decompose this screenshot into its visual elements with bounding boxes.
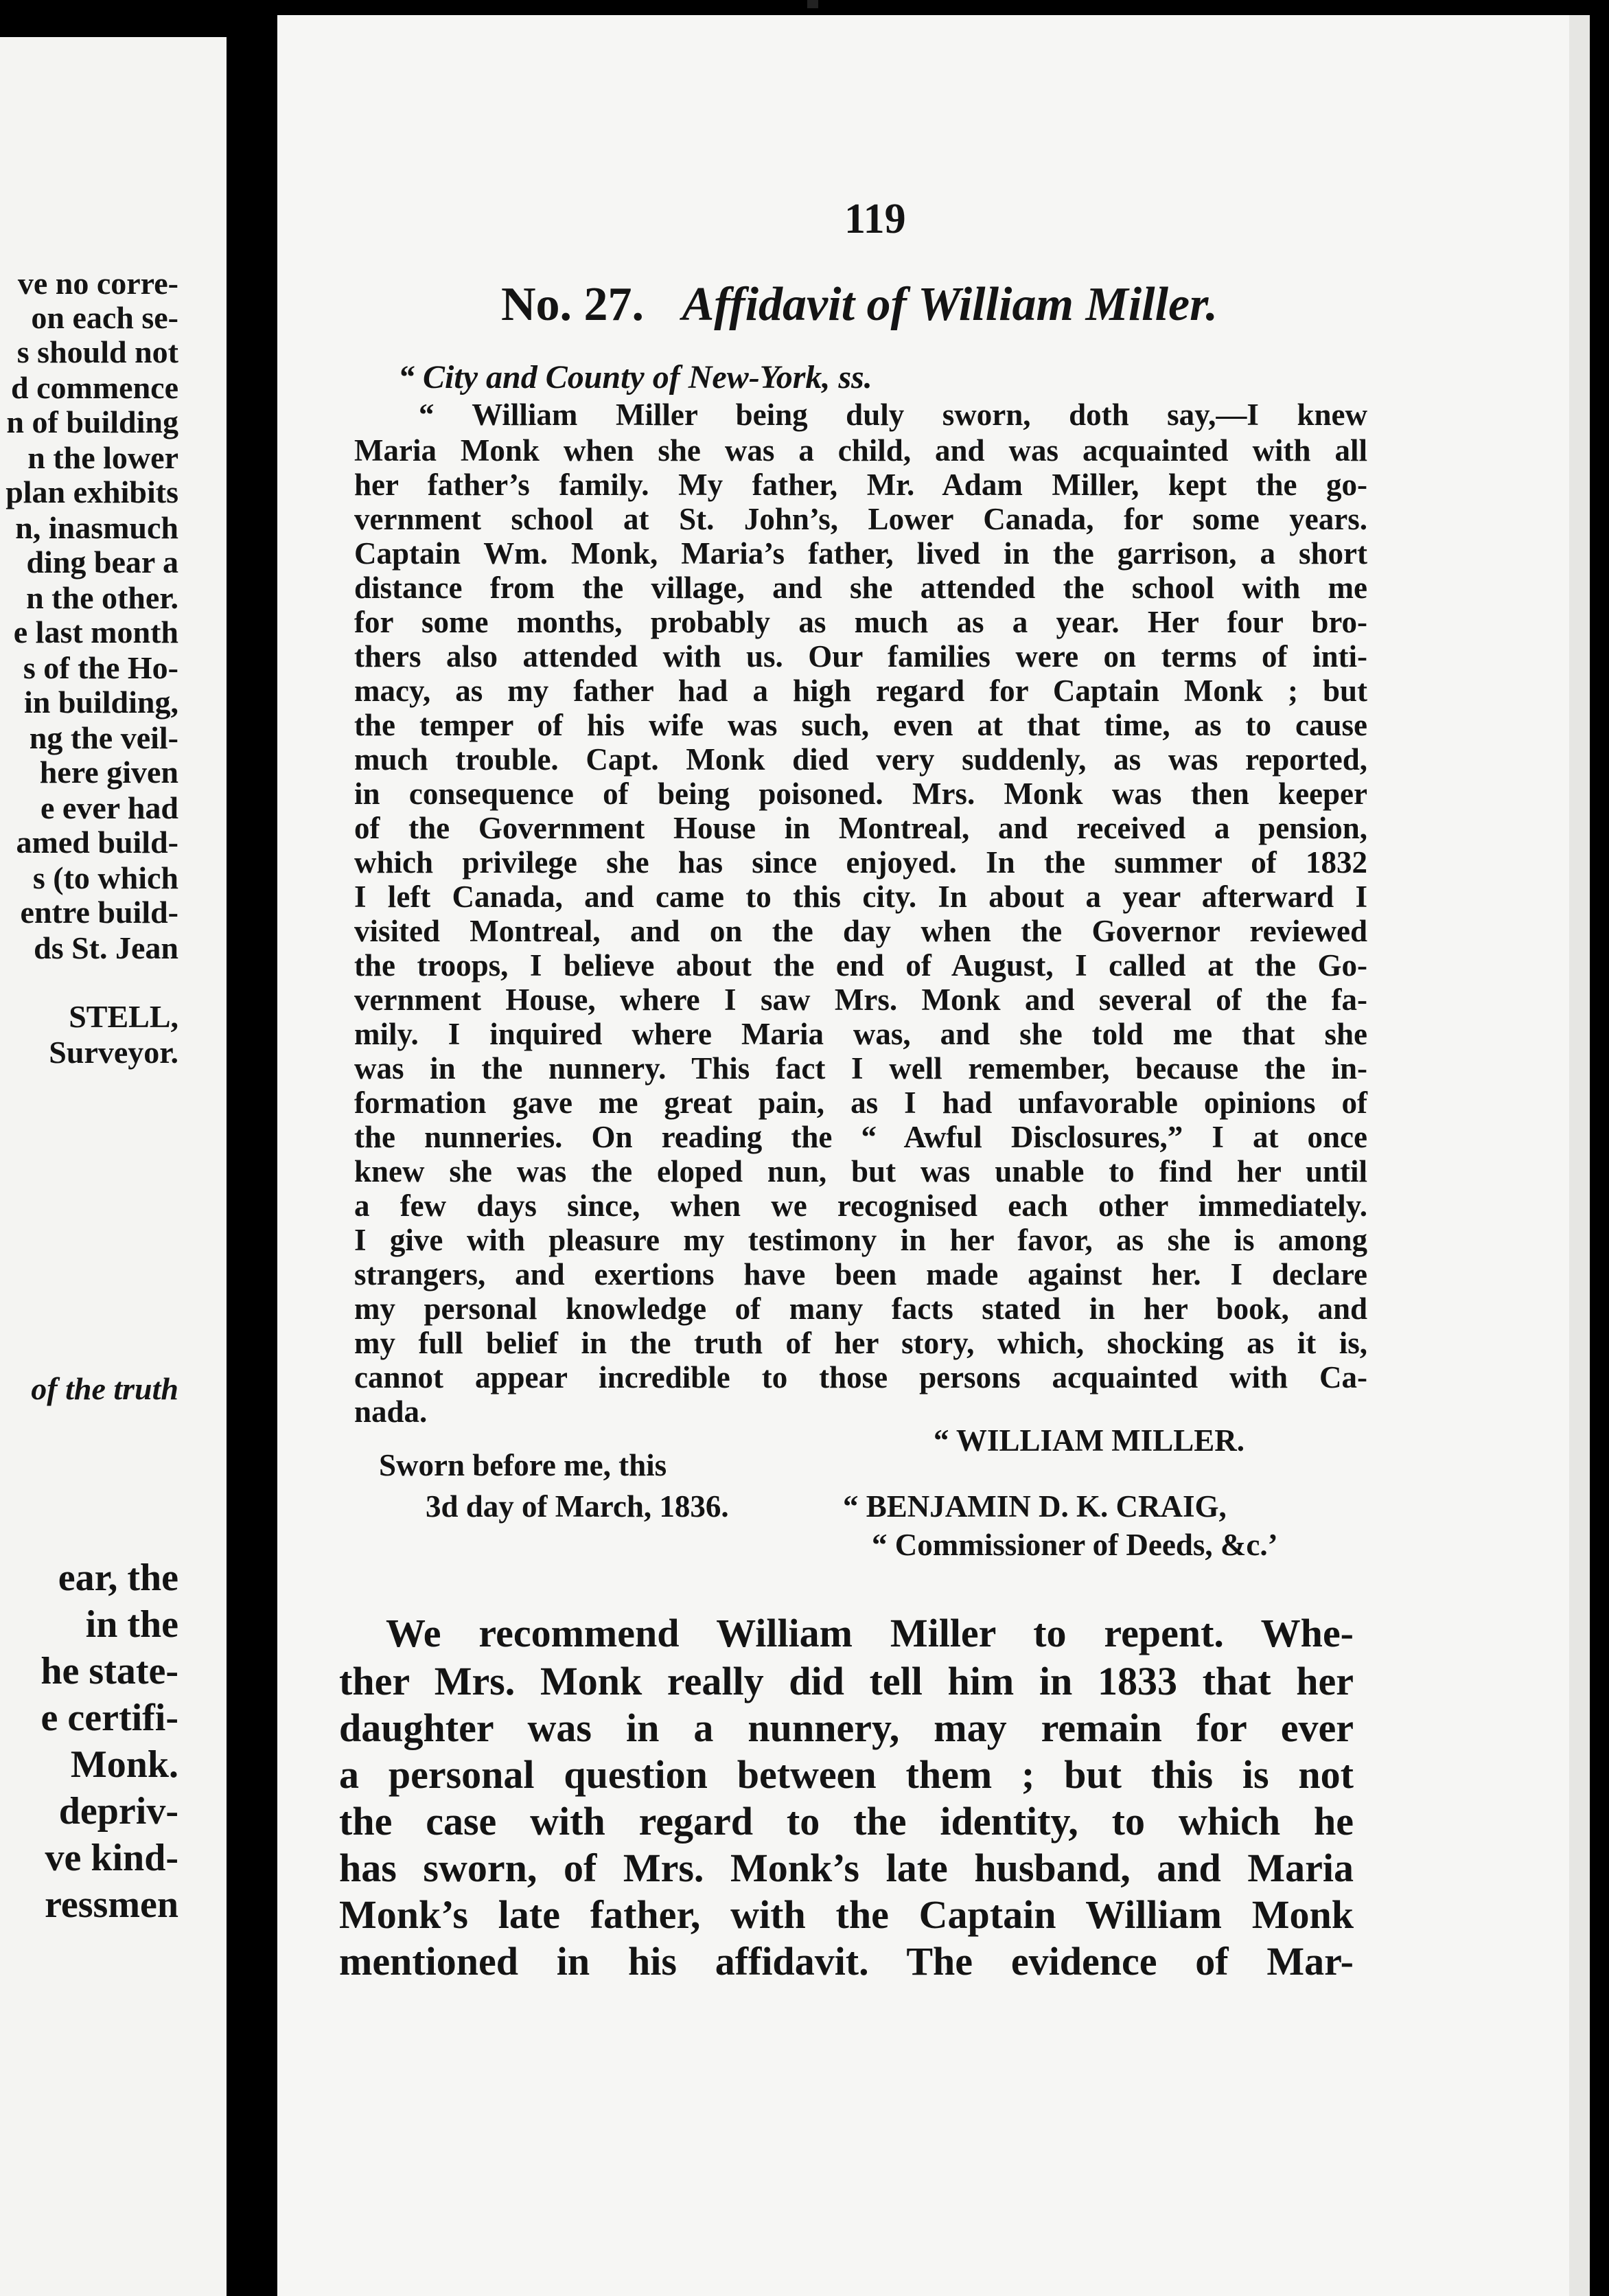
- commentary-line: daughter was in a nunnery, may remain for ever: [339, 1706, 1354, 1750]
- affidavit-heading: [501, 277, 1218, 332]
- commentary-line: ther Mrs. Monk really did tell him in 1833 that her: [339, 1659, 1354, 1703]
- left-text-line: ng the veil-: [29, 720, 178, 755]
- left-text-line: s should not: [16, 334, 178, 369]
- affidavit-line: was in the nunnery. This fact I well remember, because the in-: [354, 1051, 1367, 1086]
- affidavit-line: distance from the village, and she attended the school with me: [354, 571, 1367, 605]
- left-text-line: n of building: [6, 404, 178, 439]
- left-page-fragment: [0, 37, 227, 2296]
- left-text-line: n the other.: [26, 580, 178, 615]
- commissioner-name: “ BENJAMIN D. K. CRAIG,: [843, 1489, 1227, 1524]
- affidavit-line: in consequence of being poisoned. Mrs. Monk was then keeper: [354, 777, 1367, 811]
- left-text-line: e last month: [13, 615, 178, 650]
- left-text-line: ressmen: [45, 1883, 178, 1926]
- left-text-line: ds St. Jean: [34, 930, 178, 965]
- left-text-line: Monk.: [70, 1743, 178, 1786]
- affidavit-line: the temper of his wife was such, even at that time, as to cause: [354, 708, 1367, 742]
- affidavit-line: visited Montreal, and on the day when the Governor reviewed: [354, 914, 1367, 948]
- commissioner-title: “ Commissioner of Deeds, &c.’: [872, 1528, 1278, 1562]
- affidavit-line: the nunneries. On reading the “ Awful Disclosures,” I at once: [354, 1120, 1367, 1154]
- affidavit-title: Affidavit of William Miller.: [682, 278, 1218, 331]
- affidavit-line: vernment House, where I saw Mrs. Monk and several of the fa-: [354, 983, 1367, 1017]
- affidavit-line: nada.: [354, 1394, 428, 1429]
- affidavit-line: her father’s family. My father, Mr. Adam Miller, kept the go-: [354, 468, 1367, 502]
- affidavit-line: which privilege she has since enjoyed. In the summer of 1832: [354, 845, 1367, 880]
- commentary-line: mentioned in his affidavit. The evidence of Mar-: [339, 1939, 1354, 1984]
- page-number: 119: [844, 196, 906, 242]
- affidavit-line: strangers, and exertions have been made against her. I declare: [354, 1257, 1367, 1292]
- affidavit-line: Captain Wm. Monk, Maria’s father, lived in the garrison, a short: [354, 536, 1367, 571]
- commentary-line: a personal question between them ; but this is not: [339, 1752, 1354, 1797]
- affidavit-line: much trouble. Capt. Monk died very suddenly, as was reported,: [354, 742, 1367, 777]
- left-text-line: amed build-: [16, 825, 178, 860]
- left-text-line: plan exhibits: [5, 474, 178, 509]
- commentary-line: Monk’s late father, with the Captain William Monk: [339, 1892, 1354, 1937]
- commentary-line: the case with regard to the identity, to which he: [339, 1799, 1354, 1844]
- affidavit-line: I give with pleasure my testimony in her favor, as she is among: [354, 1223, 1367, 1257]
- left-text-line: entre build-: [20, 895, 178, 930]
- left-text-line: d commence: [11, 370, 178, 405]
- left-text-line: Surveyor.: [49, 1035, 178, 1070]
- affidavit-line: knew she was the eloped nun, but was unable to find her until: [354, 1154, 1367, 1189]
- left-text-line: ding bear a: [26, 544, 178, 579]
- left-text-line: s of the Ho-: [23, 650, 178, 685]
- left-text-line: here given: [39, 755, 178, 790]
- left-text-line: n the lower: [27, 440, 178, 475]
- affidavit-number: No. 27.: [501, 278, 645, 331]
- left-text-line: he state-: [40, 1650, 178, 1692]
- commentary-line: has sworn, of Mrs. Monk’s late husband, and Maria: [339, 1846, 1354, 1890]
- left-text-line: on each se-: [31, 300, 178, 335]
- left-text-line: e certifi-: [40, 1697, 178, 1739]
- affidavit-line: Maria Monk when she was a child, and was acquainted with all: [354, 433, 1367, 468]
- sworn-date: 3d day of March, 1836.: [426, 1489, 729, 1524]
- left-text-line: s (to which: [32, 860, 178, 895]
- sworn-line: Sworn before me, this: [379, 1448, 667, 1482]
- left-text-line: depriv-: [58, 1790, 178, 1833]
- book-page: [277, 15, 1590, 2296]
- affidavit-line: my personal knowledge of many facts stated in her book, and: [354, 1292, 1367, 1326]
- affidavit-line: “ William Miller being duly sworn, doth say,—I knew: [419, 398, 1367, 432]
- scan-mark: [807, 0, 818, 8]
- left-text-line: ve no corre-: [17, 266, 178, 301]
- left-text-line: n, inasmuch: [15, 510, 178, 545]
- affidavit-line: I left Canada, and came to this city. In about a year afterward I: [354, 880, 1367, 914]
- affidavit-line: a few days since, when we recognised each other immediately.: [354, 1189, 1367, 1223]
- affidavit-line: cannot appear incredible to those persons acquainted with Ca-: [354, 1360, 1367, 1394]
- affidavit-venue: “ City and County of New-York, ss.: [398, 359, 872, 395]
- left-text-line: e ever had: [40, 790, 178, 825]
- affidavit-line: for some months, probably as much as a year. Her four bro-: [354, 605, 1367, 639]
- affidavit-line: vernment school at St. John’s, Lower Canada, for some years.: [354, 502, 1367, 536]
- commentary-line: We recommend William Miller to repent. Whe-: [386, 1611, 1354, 1655]
- affidavit-line: my full belief in the truth of her story, which, shocking as it is,: [354, 1326, 1367, 1360]
- affiant-signature: “ WILLIAM MILLER.: [934, 1423, 1245, 1458]
- left-text-line: in building,: [23, 685, 178, 720]
- left-text-line: in the: [85, 1603, 178, 1646]
- page-edge: [1569, 15, 1590, 2296]
- affidavit-line: mily. I inquired where Maria was, and she told me that she: [354, 1017, 1367, 1051]
- left-text-line: ve kind-: [45, 1837, 178, 1879]
- left-text-line: STELL,: [69, 999, 178, 1034]
- affidavit-line: macy, as my father had a high regard for Captain Monk ; but: [354, 674, 1367, 708]
- affidavit-line: of the Government House in Montreal, and received a pension,: [354, 811, 1367, 845]
- affidavit-line: the troops, I believe about the end of August, I called at the Go-: [354, 948, 1367, 983]
- affidavit-line: formation gave me great pain, as I had unfavorable opinions of: [354, 1086, 1367, 1120]
- left-text-line: of the truth: [31, 1371, 178, 1406]
- affidavit-line: thers also attended with us. Our families were on terms of inti-: [354, 639, 1367, 674]
- left-text-line: ear, the: [58, 1557, 178, 1599]
